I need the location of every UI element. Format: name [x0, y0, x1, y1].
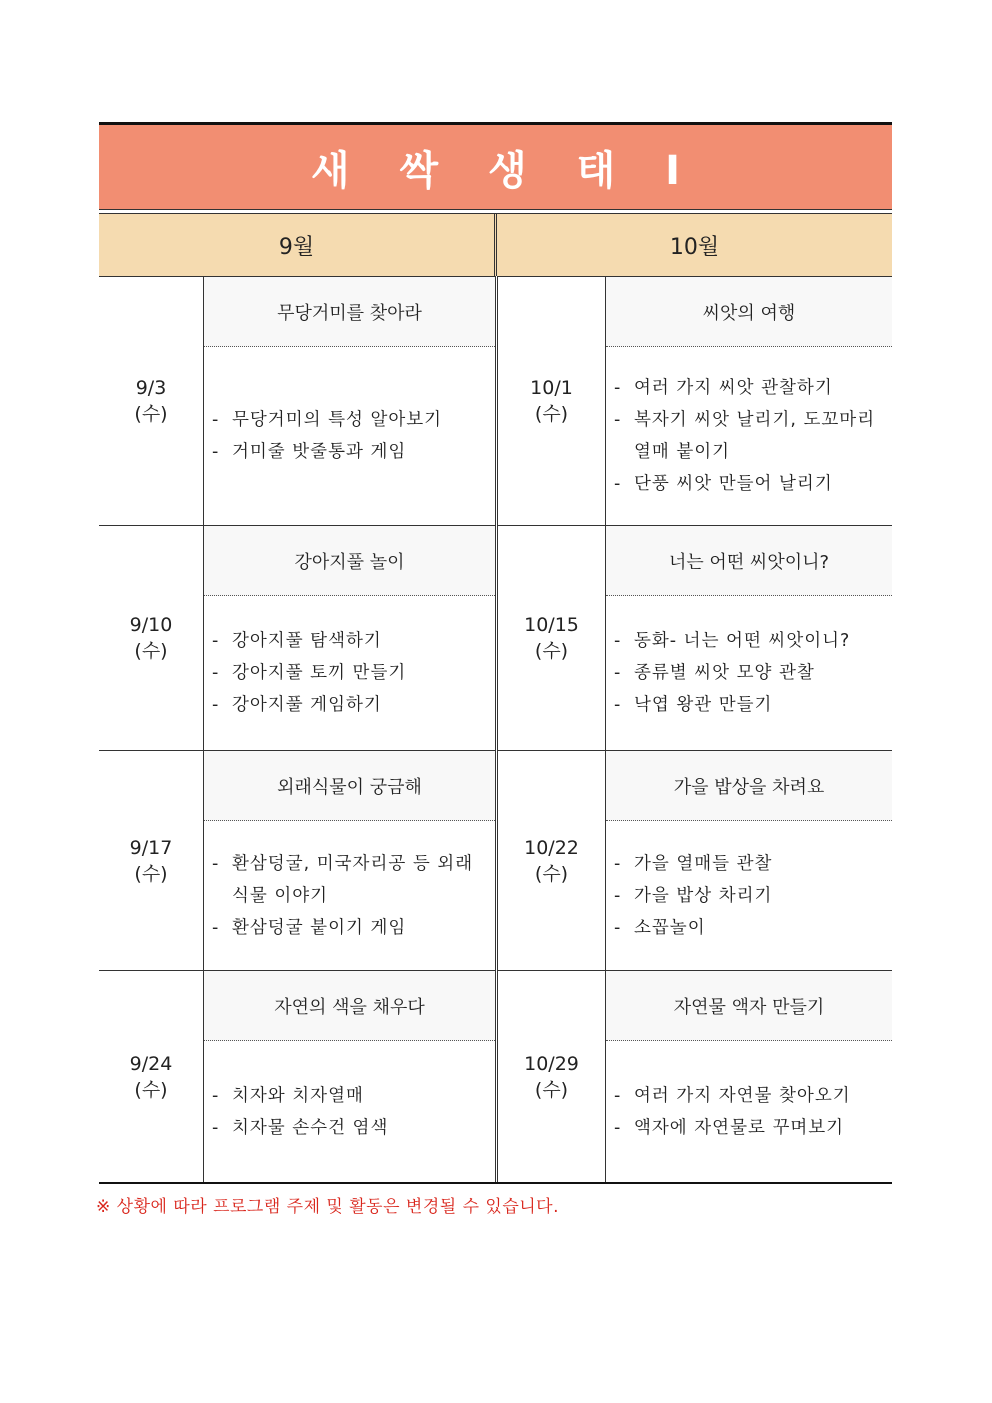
- change-notice: ※ 상황에 따라 프로그램 주제 및 활동은 변경될 수 있습니다.: [96, 1197, 559, 1217]
- activity-list: [606, 596, 892, 750]
- session-date-cell: [498, 751, 606, 970]
- activity-text: 종류별 씨앗 모양 관찰: [634, 663, 815, 683]
- activity-list: [204, 1041, 495, 1182]
- session-weekday: (수): [134, 640, 168, 662]
- activity-list: [204, 821, 495, 970]
- activity-text: 환삼덩굴, 미국자리공 등 외래 식물 이야기: [232, 853, 474, 906]
- session-topic: 강아지풀 놀이: [204, 526, 495, 596]
- activity-item: [614, 372, 882, 404]
- activity-text: 복자기 씨앗 날리기, 도꼬마리 열매 붙이기: [634, 410, 876, 462]
- activity-item: [212, 689, 485, 721]
- bullet-dash: -: [212, 410, 219, 430]
- bullet-dash: -: [614, 853, 621, 874]
- september-column: [99, 276, 495, 1182]
- october-column: [495, 276, 892, 1182]
- activity-item: [212, 404, 485, 436]
- bullet-dash: -: [212, 442, 219, 462]
- bullet-dash: -: [614, 1117, 621, 1138]
- session-detail-cell: [204, 971, 495, 1182]
- activity-text: 여러 가지 자연물 찾아오기: [634, 1085, 851, 1106]
- bullet-dash: -: [212, 663, 219, 683]
- schedule-row: [498, 525, 892, 750]
- session-date: 10/22: [524, 836, 579, 859]
- activity-item: [212, 848, 485, 912]
- activity-item: [614, 404, 882, 468]
- session-topic: 가을 밥상을 차려요: [606, 751, 892, 821]
- session-date: 10/15: [524, 614, 579, 636]
- bullet-dash: -: [614, 695, 621, 715]
- activity-item: [614, 1112, 882, 1144]
- schedule-row: [99, 525, 495, 750]
- activity-item: [614, 689, 882, 721]
- activity-item: [614, 625, 882, 657]
- activity-item: [212, 1080, 485, 1112]
- schedule-row: [498, 276, 892, 525]
- session-detail-cell: [204, 751, 495, 970]
- schedule-row: [99, 970, 495, 1182]
- activity-text: 동화- 너는 어떤 씨앗이니?: [634, 631, 851, 651]
- session-date: 9/10: [129, 614, 173, 636]
- schedule-row: [99, 750, 495, 970]
- activity-text: 강아지풀 탐색하기: [232, 631, 382, 651]
- session-date: 10/29: [524, 1052, 579, 1075]
- activity-list: [204, 596, 495, 750]
- activity-text: 강아지풀 토끼 만들기: [232, 663, 407, 683]
- activity-text: 소꼽놀이: [634, 917, 706, 938]
- bullet-dash: -: [614, 663, 621, 683]
- session-date-cell: [498, 971, 606, 1182]
- bullet-dash: -: [614, 410, 621, 430]
- session-weekday: (수): [134, 403, 168, 425]
- bullet-dash: -: [614, 378, 621, 398]
- program-schedule-table: [99, 122, 892, 1184]
- bullet-dash: -: [614, 1085, 621, 1106]
- session-weekday: (수): [534, 403, 569, 425]
- session-weekday: (수): [534, 640, 569, 662]
- activity-item: [614, 912, 882, 944]
- session-date-cell: [99, 526, 204, 750]
- activity-text: 여러 가지 씨앗 관찰하기: [634, 378, 833, 398]
- activity-item: [212, 436, 485, 468]
- session-detail-cell: [606, 971, 892, 1182]
- activity-item: [212, 912, 485, 944]
- bullet-dash: -: [614, 917, 621, 938]
- bullet-dash: -: [212, 1117, 219, 1138]
- session-detail-cell: [606, 751, 892, 970]
- month-header-september: 9월: [278, 234, 315, 260]
- activity-text: 단풍 씨앗 만들어 날리기: [634, 474, 833, 494]
- activity-item: [614, 848, 882, 880]
- schedule-grid: [99, 276, 892, 1184]
- activity-item: [614, 657, 882, 689]
- session-date: 9/24: [129, 1052, 173, 1075]
- session-detail-cell: [606, 277, 892, 525]
- activity-text: 가을 열매들 관찰: [634, 853, 773, 874]
- activity-list: [606, 1041, 892, 1182]
- program-title-bar: [99, 122, 892, 209]
- activity-item: [614, 468, 882, 500]
- session-date-cell: [498, 277, 606, 525]
- session-weekday: (수): [134, 862, 168, 885]
- bullet-dash: -: [212, 1085, 219, 1106]
- bullet-dash: -: [212, 917, 219, 938]
- activity-text: 치자와 치자열매: [232, 1085, 364, 1106]
- session-date-cell: [99, 277, 204, 525]
- session-topic: 씨앗의 여행: [606, 277, 892, 347]
- activity-list: [606, 347, 892, 525]
- session-detail-cell: [606, 526, 892, 750]
- session-topic: 자연의 색을 채우다: [204, 971, 495, 1041]
- activity-item: [212, 1112, 485, 1144]
- bullet-dash: -: [614, 885, 621, 906]
- bullet-dash: -: [614, 631, 621, 651]
- activity-text: 가을 밥상 차리기: [634, 885, 773, 906]
- activity-item: [212, 657, 485, 689]
- activity-list: [204, 347, 495, 525]
- bullet-dash: -: [212, 631, 219, 651]
- session-detail-cell: [204, 277, 495, 525]
- session-topic: 너는 어떤 씨앗이니?: [606, 526, 892, 596]
- bullet-dash: -: [212, 853, 219, 874]
- activity-item: [212, 625, 485, 657]
- activity-item: [614, 880, 882, 912]
- session-date-cell: [99, 971, 204, 1182]
- activity-item: [614, 1080, 882, 1112]
- session-topic: 자연물 액자 만들기: [606, 971, 892, 1041]
- schedule-row: [99, 276, 495, 525]
- session-detail-cell: [204, 526, 495, 750]
- session-weekday: (수): [534, 1078, 569, 1101]
- session-date: 9/3: [135, 377, 167, 399]
- activity-list: [606, 821, 892, 970]
- activity-text: 무당거미의 특성 알아보기: [232, 410, 443, 430]
- session-weekday: (수): [534, 862, 569, 885]
- month-header-row: [99, 214, 892, 276]
- session-date: 10/1: [530, 377, 573, 399]
- session-date: 9/17: [129, 836, 173, 859]
- activity-text: 치자물 손수건 염색: [232, 1117, 389, 1138]
- session-date-cell: [498, 526, 606, 750]
- activity-text: 낙엽 왕관 만들기: [634, 695, 773, 715]
- session-topic: 무당거미를 찾아라: [204, 277, 495, 347]
- session-weekday: (수): [134, 1078, 168, 1101]
- schedule-row: [498, 970, 892, 1182]
- activity-text: 강아지풀 게임하기: [232, 695, 382, 715]
- session-date-cell: [99, 751, 204, 970]
- activity-text: 거미줄 밧줄통과 게임: [232, 442, 407, 462]
- schedule-row: [498, 750, 892, 970]
- bullet-dash: -: [212, 695, 219, 715]
- program-title: 새 싹 생 태 I: [310, 147, 699, 194]
- bullet-dash: -: [614, 474, 621, 494]
- session-topic: 외래식물이 궁금해: [204, 751, 495, 821]
- activity-text: 환삼덩굴 붙이기 게임: [232, 917, 407, 938]
- month-header-october: 10월: [494, 214, 892, 276]
- activity-text: 액자에 자연물로 꾸며보기: [634, 1117, 845, 1138]
